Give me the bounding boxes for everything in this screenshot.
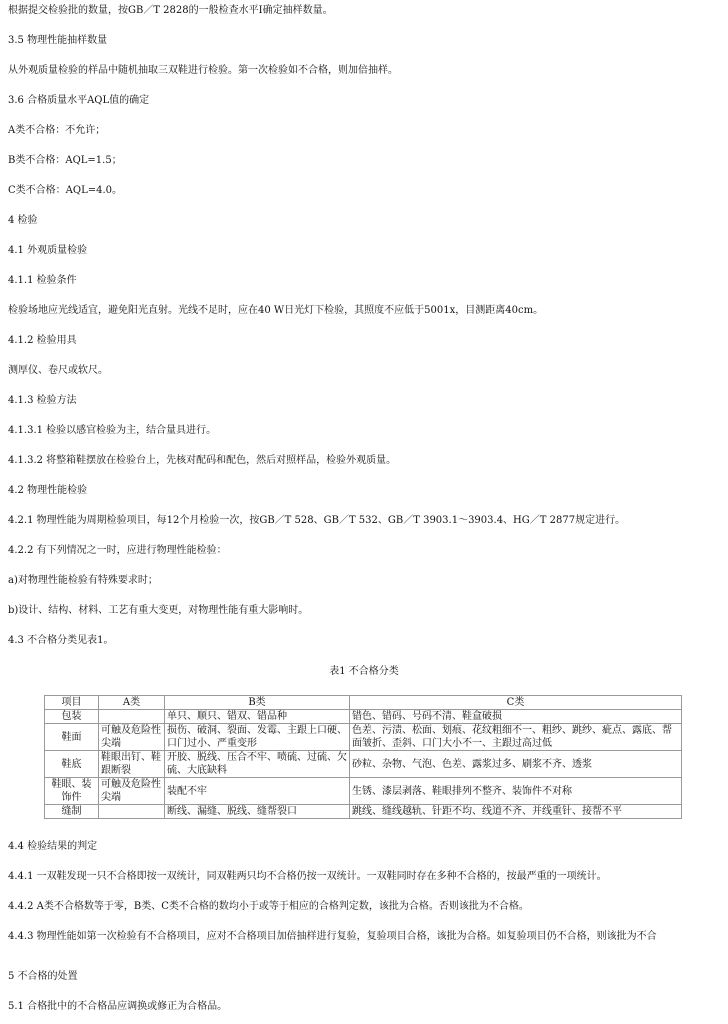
header-class-b: B类 xyxy=(165,696,350,710)
paragraph: A类不合格：不允许； xyxy=(8,125,106,136)
paragraph: 检验场地应光线适宜，避免阳光直射。光线不足时，应在40 W日光灯下检验，其照度不应低于5001x，目测距离40cm。 xyxy=(8,305,544,316)
cell-class-b: 断线、漏缝、脱线、缝帮裂口 xyxy=(165,805,350,819)
section-heading: 5 不合格的处置 xyxy=(8,971,78,982)
table-caption: 表1 不合格分类 xyxy=(329,666,399,677)
defect-classification-table xyxy=(44,695,682,819)
section-heading: 4.1.3 检验方法 xyxy=(8,395,77,406)
cell-item: 包装 xyxy=(45,710,99,724)
paragraph: 4.1.3.1 检验以感官检验为主，结合量具进行。 xyxy=(8,425,217,436)
cell-class-a: 可触及危险性尖端 xyxy=(99,724,165,751)
table-row xyxy=(45,751,682,778)
paragraph: 测厚仪、卷尺或软尺。 xyxy=(8,365,108,376)
table-row xyxy=(45,724,682,751)
header-item: 项目 xyxy=(45,696,99,710)
cell-class-b: 单只、顺只、错双、错品种 xyxy=(165,710,350,724)
paragraph: 4.4.3 物理性能如第一次检验有不合格项目，应对不合格项目加倍抽样进行复验，复验项目合格，该批为合格。如复验项目仍不合格，则该批为不合 xyxy=(8,931,657,942)
paragraph: 5.1 合格批中的不合格品应调换或修正为合格品。 xyxy=(8,1001,228,1012)
cell-class-c: 生锈、漆层剥落、鞋眼排列不整齐、装饰件不对称 xyxy=(350,778,682,805)
paragraph: 4.1.3.2 将整箱鞋摆放在检验台上，先核对配码和配色，然后对照样品，检验外观质量。 xyxy=(8,455,397,466)
cell-class-b: 损伤、破洞、裂面、发霉、主跟上口硬、口门过小、严重变形 xyxy=(165,724,350,751)
section-heading: 4.1 外观质量检验 xyxy=(8,245,88,256)
table-row xyxy=(45,710,682,724)
header-class-a: A类 xyxy=(99,696,165,710)
section-heading: 4.1.1 检验条件 xyxy=(8,275,77,286)
cell-class-a: 鞋眼出钉、鞋跟断裂 xyxy=(99,751,165,778)
cell-class-c: 错色、错码、号码不清、鞋盒破损 xyxy=(350,710,682,724)
paragraph: 4.4.2 A类不合格数等于零，B类、C类不合格的数均小于或等于相应的合格判定数，该批为合格。否则该批为不合格。 xyxy=(8,901,529,912)
cell-class-c: 跳线、缝线越轨、针距不均、线道不齐、并线重针、接帮不平 xyxy=(350,805,682,819)
section-heading: 3.6 合格质量水平AQL值的确定 xyxy=(8,95,150,106)
paragraph: 4.2.2 有下列情况之一时，应进行物理性能检验： xyxy=(8,545,227,556)
paragraph: 4.4.1 一双鞋发现一只不合格即按一双统计，同双鞋两只均不合格仍按一双统计。一双鞋同时存在多种不合格的，按最严重的一项统计。 xyxy=(8,871,607,882)
cell-item: 鞋眼、装饰件 xyxy=(45,778,99,805)
cell-class-a: 可触及危险性尖端 xyxy=(99,778,165,805)
cell-class-a xyxy=(99,710,165,724)
section-heading: 4.2 物理性能检验 xyxy=(8,485,88,496)
cell-class-c: 色差、污渍、松面、划痕、花纹粗细不一、粗纱、跳纱、疵点、露底、帮面皱折、歪斜、口门大小不一、主跟过高过低 xyxy=(350,724,682,751)
section-heading: 4 检验 xyxy=(8,215,38,226)
paragraph: a)对物理性能检验有特殊要求时； xyxy=(8,575,158,586)
cell-item: 鞋面 xyxy=(45,724,99,751)
cell-class-b: 开胶、脱线、压合不牢、喷硫、过硫、欠硫、大底缺料 xyxy=(165,751,350,778)
paragraph: B类不合格：AQL=1.5； xyxy=(8,155,122,166)
cell-class-b: 装配不牢 xyxy=(165,778,350,805)
paragraph: 4.3 不合格分类见表1。 xyxy=(8,635,114,646)
cell-class-a xyxy=(99,805,165,819)
paragraph: b)设计、结构、材料、工艺有重大变更，对物理性能有重大影响时。 xyxy=(8,605,309,616)
table-header-row xyxy=(45,696,682,710)
cell-class-c: 砂粒、杂物、气泡、色差、露浆过多、刷浆不齐、透浆 xyxy=(350,751,682,778)
paragraph: 4.2.1 物理性能为周期检验项目，每12个月检验一次，按GB／T 528、GB／T 532、GB／T 3903.1～3903.4、HG／T 2877规定进行。 xyxy=(8,515,626,526)
header-class-c: C类 xyxy=(350,696,682,710)
section-heading: 3.5 物理性能抽样数量 xyxy=(8,35,108,46)
paragraph: C类不合格：AQL=4.0。 xyxy=(8,185,122,196)
table-row xyxy=(45,778,682,805)
cell-item: 鞋底 xyxy=(45,751,99,778)
section-heading: 4.1.2 检验用具 xyxy=(8,335,77,346)
paragraph: 根据提交检验批的数量，按GB／T 2828的一般检查水平I确定抽样数量。 xyxy=(8,5,333,16)
table-row xyxy=(45,805,682,819)
paragraph: 从外观质量检验的样品中随机抽取三双鞋进行检验。第一次检验如不合格，则加倍抽样。 xyxy=(8,65,398,76)
cell-item: 缝制 xyxy=(45,805,99,819)
section-heading: 4.4 检验结果的判定 xyxy=(8,841,98,852)
